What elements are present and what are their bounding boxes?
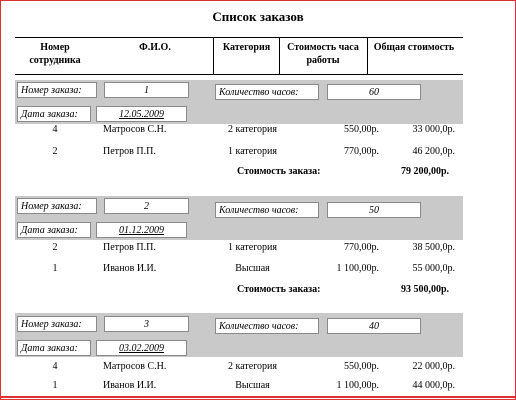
hours-value: 50 — [327, 202, 421, 218]
order-number-label: Номер заказа: — [17, 316, 97, 332]
header-bottom-line — [15, 74, 463, 75]
employee-number: 4 — [52, 361, 58, 372]
employee-number: 2 — [52, 146, 58, 157]
table-row — [15, 378, 463, 394]
order-number-label: Номер заказа: — [17, 82, 97, 98]
employee-category: 2 категория — [228, 124, 277, 135]
hour-rate: 1 100,00р. — [336, 380, 379, 391]
order-date-label: Дата заказа: — [17, 340, 91, 356]
order-cost-row — [15, 282, 463, 298]
order-number-label: Номер заказа: — [17, 198, 97, 214]
table-row — [15, 261, 463, 277]
order-cost-label: Стоимость заказа: — [237, 284, 321, 295]
employee-number: 1 — [52, 380, 58, 391]
employee-name: Петров П.П. — [103, 242, 156, 253]
header-top-line — [15, 37, 463, 38]
table-row — [15, 122, 463, 138]
table-row — [15, 359, 463, 375]
column-employee-number: Номер сотрудника — [29, 42, 81, 66]
employee-name: Матросов С.Н. — [103, 361, 167, 372]
hour-rate: 1 100,00р. — [336, 263, 379, 274]
hour-rate: 550,00р. — [344, 124, 379, 135]
employee-name: Иванов И.И. — [103, 263, 157, 274]
hours-label: Количество часов: — [215, 202, 319, 218]
header-divider — [279, 37, 280, 75]
order-cost-row — [15, 164, 463, 180]
total-cost: 22 000,0р. — [412, 361, 455, 372]
employee-number: 1 — [52, 263, 58, 274]
column-full-name: Ф.И.О. — [139, 42, 171, 53]
employee-category: Высшая — [235, 263, 270, 274]
total-cost: 33 000,0р. — [412, 124, 455, 135]
order-number-value: 1 — [104, 82, 189, 98]
order-date-label: Дата заказа: — [17, 106, 91, 122]
hours-label: Количество часов: — [215, 84, 319, 100]
employee-number: 2 — [52, 242, 58, 253]
order-date-label: Дата заказа: — [17, 222, 91, 238]
total-cost: 38 500,0р. — [412, 242, 455, 253]
employee-number: 4 — [52, 124, 58, 135]
hours-value: 40 — [327, 318, 421, 334]
hour-rate: 770,00р. — [344, 146, 379, 157]
order-number-value: 2 — [104, 198, 189, 214]
hour-rate: 550,00р. — [344, 361, 379, 372]
order-date-value: 01.12.2009 — [96, 222, 187, 238]
employee-category: 1 категория — [228, 146, 277, 157]
table-row — [15, 240, 463, 256]
column-header — [15, 37, 463, 75]
column-hour-rate: Стоимость часа работы — [287, 42, 359, 66]
total-cost: 55 000,0р. — [412, 263, 455, 274]
hours-label: Количество часов: — [215, 318, 319, 334]
employee-name: Иванов И.И. — [103, 380, 157, 391]
order-header-band — [15, 196, 463, 240]
total-cost: 46 200,0р. — [412, 146, 455, 157]
employee-category: 1 категория — [228, 242, 277, 253]
order-cost-value: 93 500,00р. — [400, 284, 449, 295]
column-total-cost: Общая стоимость — [373, 42, 455, 53]
order-header-band — [15, 80, 463, 124]
order-date-value: 03.02.2009 — [96, 340, 187, 356]
hour-rate: 770,00р. — [344, 242, 379, 253]
employee-name: Петров П.П. — [103, 146, 156, 157]
order-date-value: 12.05.2009 — [96, 106, 187, 122]
column-category: Категория — [222, 42, 271, 53]
order-cost-value: 79 200,00р. — [400, 166, 449, 177]
employee-category: 2 категория — [228, 361, 277, 372]
employee-category: Высшая — [235, 380, 270, 391]
header-divider — [367, 37, 368, 75]
report-frame-bottom — [0, 396, 516, 398]
hours-value: 60 — [327, 84, 421, 100]
order-header-band — [15, 313, 463, 357]
table-row — [15, 144, 463, 160]
total-cost: 44 000,0р. — [412, 380, 455, 391]
order-number-value: 3 — [104, 316, 189, 332]
employee-name: Матросов С.Н. — [103, 124, 167, 135]
report-title: Список заказов — [212, 9, 304, 24]
order-cost-label: Стоимость заказа: — [237, 166, 321, 177]
